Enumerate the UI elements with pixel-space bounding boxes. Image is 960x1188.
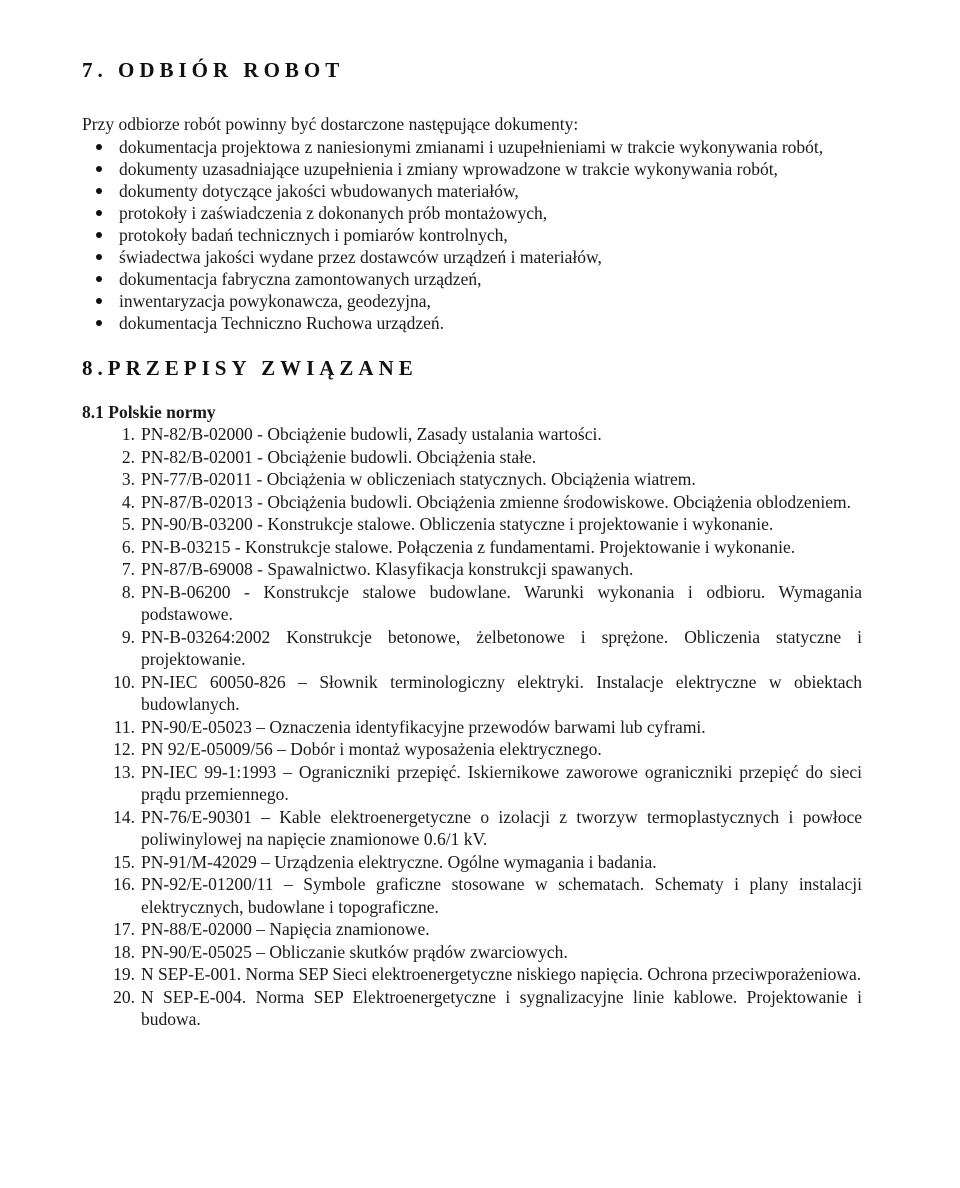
norm-item [82, 558, 862, 581]
list-item [82, 224, 862, 246]
norm-number: 20. [113, 986, 135, 1007]
list-item-text: świadectwa jakości wydane przez dostawców urządzeń i materiałów, [119, 247, 602, 267]
norm-item [82, 806, 862, 851]
norm-number: 7. [121, 559, 135, 579]
norm-number: 6. [121, 536, 135, 557]
norm-item [82, 716, 862, 739]
norm-item [82, 873, 862, 918]
norm-text: PN-91/M-42029 – Urządzenia elektryczne. Ogólne wymagania i badania. [141, 851, 657, 872]
norm-text: PN-87/B-69008 - Spawalnictwo. Klasyfikacja konstrukcji spawanych. [141, 559, 634, 579]
list-item [82, 268, 862, 290]
list-item-text: dokumentacja projektowa z naniesionymi zmianami i uzupełnieniami w trakcie wykonywania robót, [119, 137, 824, 157]
norm-text: PN-90/B-03200 - Konstrukcje stalowe. Obliczenia statyczne i projektowanie i wykonanie. [141, 514, 774, 534]
norm-text: PN 92/E-05009/56 – Dobór i montaż wyposażenia elektrycznego. [141, 739, 602, 759]
norm-item [82, 513, 862, 536]
norm-number: 17. [113, 919, 135, 939]
norm-item [82, 671, 862, 716]
norm-text: PN-IEC 99-1:1993 – Ograniczniki przepięć. Iskiernikowe zaworowe ograniczniki przepięć do sieci prądu przemiennego. [141, 761, 862, 804]
norm-number: 19. [113, 964, 135, 984]
section-8-title: 8.PRZEPISY ZWIĄZANE [82, 356, 418, 380]
norm-text: N SEP-E-004. Norma SEP Elektroenergetyczne i sygnalizacyjne linie kablowe. Projektowanie i budowa. [141, 986, 862, 1029]
list-item-text: dokumenty dotyczące jakości wbudowanych materiałów, [119, 181, 519, 201]
norm-number: 14. [113, 806, 135, 827]
norm-text: PN-90/E-05025 – Obliczanie skutków prądów zwarciowych. [141, 941, 568, 962]
norm-number: 15. [113, 851, 135, 872]
bullet-icon [96, 320, 102, 326]
section-7-title: 7. ODBIÓR ROBOT [82, 58, 345, 82]
norm-item [82, 468, 862, 491]
list-item [82, 312, 862, 334]
bullet-icon [96, 254, 102, 260]
bullet-icon [96, 144, 102, 150]
list-item [82, 158, 862, 180]
norm-number: 11. [113, 716, 135, 737]
bullet-icon [96, 188, 102, 194]
norm-text: PN-B-03215 - Konstrukcje stalowe. Połączenia z fundamentami. Projektowanie i wykonanie. [141, 536, 796, 557]
norm-item [82, 581, 862, 626]
list-item [82, 246, 862, 268]
norm-number: 16. [113, 874, 135, 894]
norm-item [82, 536, 862, 559]
norm-text: PN-B-03264:2002 Konstrukcje betonowe, żelbetonowe i sprężone. Obliczenia statyczne i projektowanie. [141, 626, 862, 669]
list-item [82, 136, 862, 158]
section-7-intro: Przy odbiorze robót powinny być dostarczone następujące dokumenty: [82, 114, 579, 134]
norm-item [82, 941, 862, 964]
norm-text: PN-88/E-02000 – Napięcia znamionowe. [141, 919, 430, 939]
section-8-1-title: 8.1 Polskie normy [82, 402, 216, 422]
bullet-icon [96, 298, 102, 304]
norm-item [82, 423, 862, 446]
norm-number: 2. [121, 446, 135, 467]
norm-text: PN-82/B-02001 - Obciążenie budowli. Obciążenia stałe. [141, 446, 537, 467]
norm-item [82, 761, 862, 806]
norm-number: 12. [113, 739, 135, 759]
list-item [82, 290, 862, 312]
norm-number: 5. [121, 514, 135, 534]
norm-item [82, 491, 862, 514]
document-page [82, 58, 862, 1031]
list-item-text: dokumenty uzasadniające uzupełnienia i zmiany wprowadzone w trakcie wykonywania robót, [119, 159, 778, 179]
list-item-text: protokoły i zaświadczenia z dokonanych prób montażowych, [119, 203, 548, 223]
bullet-icon [96, 210, 102, 216]
norm-item [82, 446, 862, 469]
list-item [82, 202, 862, 224]
bullet-icon [96, 232, 102, 238]
norm-text: PN-90/E-05023 – Oznaczenia identyfikacyjne przewodów barwami lub cyframi. [141, 716, 706, 737]
norm-number: 4. [121, 491, 135, 512]
norms-list [82, 423, 862, 1031]
list-item-text: inwentaryzacja powykonawcza, geodezyjna, [119, 291, 431, 311]
norm-text: PN-87/B-02013 - Obciążenia budowli. Obciążenia zmienne środowiskowe. Obciążenia oblodzeniem. [141, 491, 851, 512]
norm-item [82, 986, 862, 1031]
norm-item [82, 918, 862, 941]
bullet-icon [96, 276, 102, 282]
norm-number: 9. [121, 626, 135, 647]
norm-text: PN-77/B-02011 - Obciążenia w obliczeniach statycznych. Obciążenia wiatrem. [141, 469, 696, 489]
norm-number: 18. [113, 941, 135, 962]
norm-text: PN-82/B-02000 - Obciążenie budowli, Zasady ustalania wartości. [141, 424, 602, 444]
list-item-text: dokumentacja Techniczno Ruchowa urządzeń. [119, 313, 444, 333]
list-item-text: dokumentacja fabryczna zamontowanych urządzeń, [119, 269, 482, 289]
norm-item [82, 851, 862, 874]
bullet-icon [96, 166, 102, 172]
document-list [82, 136, 862, 334]
list-item [82, 180, 862, 202]
norm-item [82, 626, 862, 671]
norm-number: 10. [113, 671, 135, 692]
norm-text: N SEP-E-001. Norma SEP Sieci elektroenergetyczne niskiego napięcia. Ochrona przeciwporażeniowa. [141, 964, 862, 984]
norm-number: 8. [121, 581, 135, 602]
norm-text: PN-92/E-01200/11 – Symbole graficzne stosowane w schematach. Schematy i plany instalacji elektrycznych, budowlane i topograficzne. [141, 874, 862, 917]
norm-text: PN-B-06200 - Konstrukcje stalowe budowlane. Warunki wykonania i odbioru. Wymagania podstawowe. [141, 581, 862, 624]
norm-text: PN-IEC 60050-826 – Słownik terminologiczny elektryki. Instalacje elektryczne w obiektach budowlanych. [141, 671, 862, 714]
list-item-text: protokoły badań technicznych i pomiarów kontrolnych, [119, 225, 508, 245]
norm-item [82, 963, 862, 986]
norm-text: PN-76/E-90301 – Kable elektroenergetyczne o izolacji z tworzyw termoplastycznych i powłoce poliwinylowej na napięcie znamionowe 0.6/1 kV. [141, 806, 862, 849]
norm-number: 3. [121, 469, 135, 489]
norm-item [82, 738, 862, 761]
norm-number: 1. [121, 424, 135, 444]
norm-number: 13. [113, 761, 135, 782]
